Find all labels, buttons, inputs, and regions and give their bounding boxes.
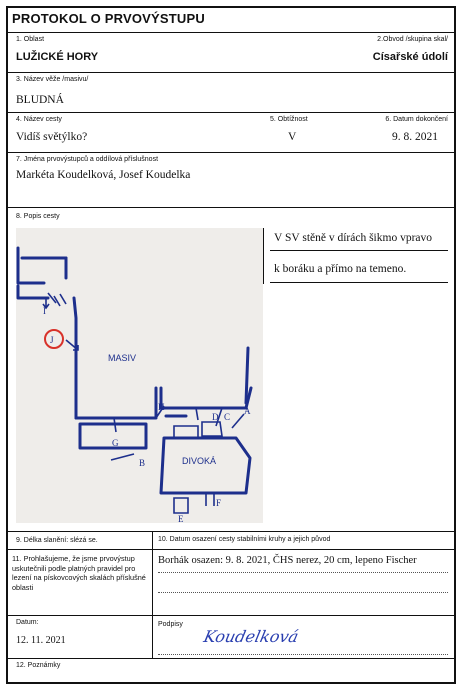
signature: Koudelková bbox=[201, 627, 301, 646]
rappel-label: 9. Délka slanění: slézá se. bbox=[16, 537, 98, 544]
difficulty-value: V bbox=[288, 131, 297, 143]
district-label: 2.Obvod /skupina skal/ bbox=[377, 36, 448, 43]
marker-c: C bbox=[224, 412, 231, 422]
signature-dotted-line bbox=[158, 654, 448, 655]
completion-date-value: 9. 8. 2021 bbox=[392, 131, 438, 143]
declaration-text: 11. Prohlašujeme, že jsme prvovýstup uskutečnili podle platných pravidel pro lezení na pískovcových skalách příslušné oblasti bbox=[12, 554, 146, 592]
date-label: Datum: bbox=[16, 619, 39, 626]
form-title-text: PROTOKOL O PRVOVÝSTUPU bbox=[12, 11, 205, 26]
notes-row bbox=[8, 659, 454, 684]
description-rule-1 bbox=[270, 250, 448, 251]
description-line-2: k boráku a přímo na temeno. bbox=[274, 263, 407, 275]
route-sketch bbox=[16, 228, 263, 523]
difficulty-label: 5. Obtížnost bbox=[270, 116, 308, 123]
signature-row bbox=[8, 616, 454, 659]
description-rule-2 bbox=[270, 282, 448, 283]
description-line-1: V SV stěně v dírách šikmo vpravo bbox=[274, 232, 433, 244]
bolts-header-row bbox=[8, 532, 454, 550]
highlighted-marker-circle bbox=[45, 330, 63, 348]
marker-b: B bbox=[139, 458, 146, 468]
divoka-label: DIVOKÁ bbox=[182, 456, 217, 466]
area-label: 1. Oblast bbox=[16, 36, 45, 43]
marker-h: H bbox=[158, 402, 165, 412]
marker-e: E bbox=[178, 514, 184, 523]
marker-j: J bbox=[50, 335, 54, 345]
bolts-dotted-line-1 bbox=[158, 572, 448, 573]
tower-label: 3. Název věže /masivu/ bbox=[16, 76, 89, 83]
notes-label: 12. Poznámky bbox=[16, 662, 61, 669]
route-row bbox=[8, 113, 454, 153]
area-row bbox=[8, 33, 454, 73]
bolts-value: Borhák osazen: 9. 8. 2021, ČHS nerez, 20 cm, lepeno Fischer bbox=[158, 555, 417, 566]
route-name-label: 4. Název cesty bbox=[16, 116, 62, 123]
bolts-label: 10. Datum osazení cesty stabilními kruhy a jejich původ bbox=[158, 536, 331, 543]
marker-a: A bbox=[244, 406, 251, 416]
sketch-drawing bbox=[16, 228, 263, 523]
climbers-label: 7. Jména prvovýstupců a oddílová příslušnost bbox=[16, 156, 159, 163]
district-value: Císařské údolí bbox=[372, 51, 448, 63]
declaration-row bbox=[8, 550, 454, 616]
climbers-value: Markéta Koudelková, Josef Koudelka bbox=[16, 169, 191, 181]
description-divider bbox=[263, 228, 264, 284]
route-protocol-form bbox=[6, 6, 456, 684]
masiv-label: MASIV bbox=[108, 353, 137, 363]
tower-row bbox=[8, 73, 454, 113]
climbers-row bbox=[8, 153, 454, 208]
bolts-dotted-line-2 bbox=[158, 592, 448, 593]
marker-f: F bbox=[216, 498, 222, 508]
marker-g: G bbox=[112, 438, 119, 448]
route-name-value: Vidíš světýlko? bbox=[16, 131, 88, 143]
signatures-label: Podpisy bbox=[158, 621, 183, 628]
tower-value: BLUDNÁ bbox=[16, 94, 64, 106]
date-value: 12. 11. 2021 bbox=[16, 635, 66, 646]
marker-d: D bbox=[212, 412, 219, 422]
marker-i: I bbox=[43, 306, 46, 316]
completion-date-label: 6. Datum dokončení bbox=[385, 116, 448, 123]
area-value: LUŽICKÉ HORY bbox=[16, 51, 99, 63]
description-label: 8. Popis cesty bbox=[16, 213, 60, 220]
